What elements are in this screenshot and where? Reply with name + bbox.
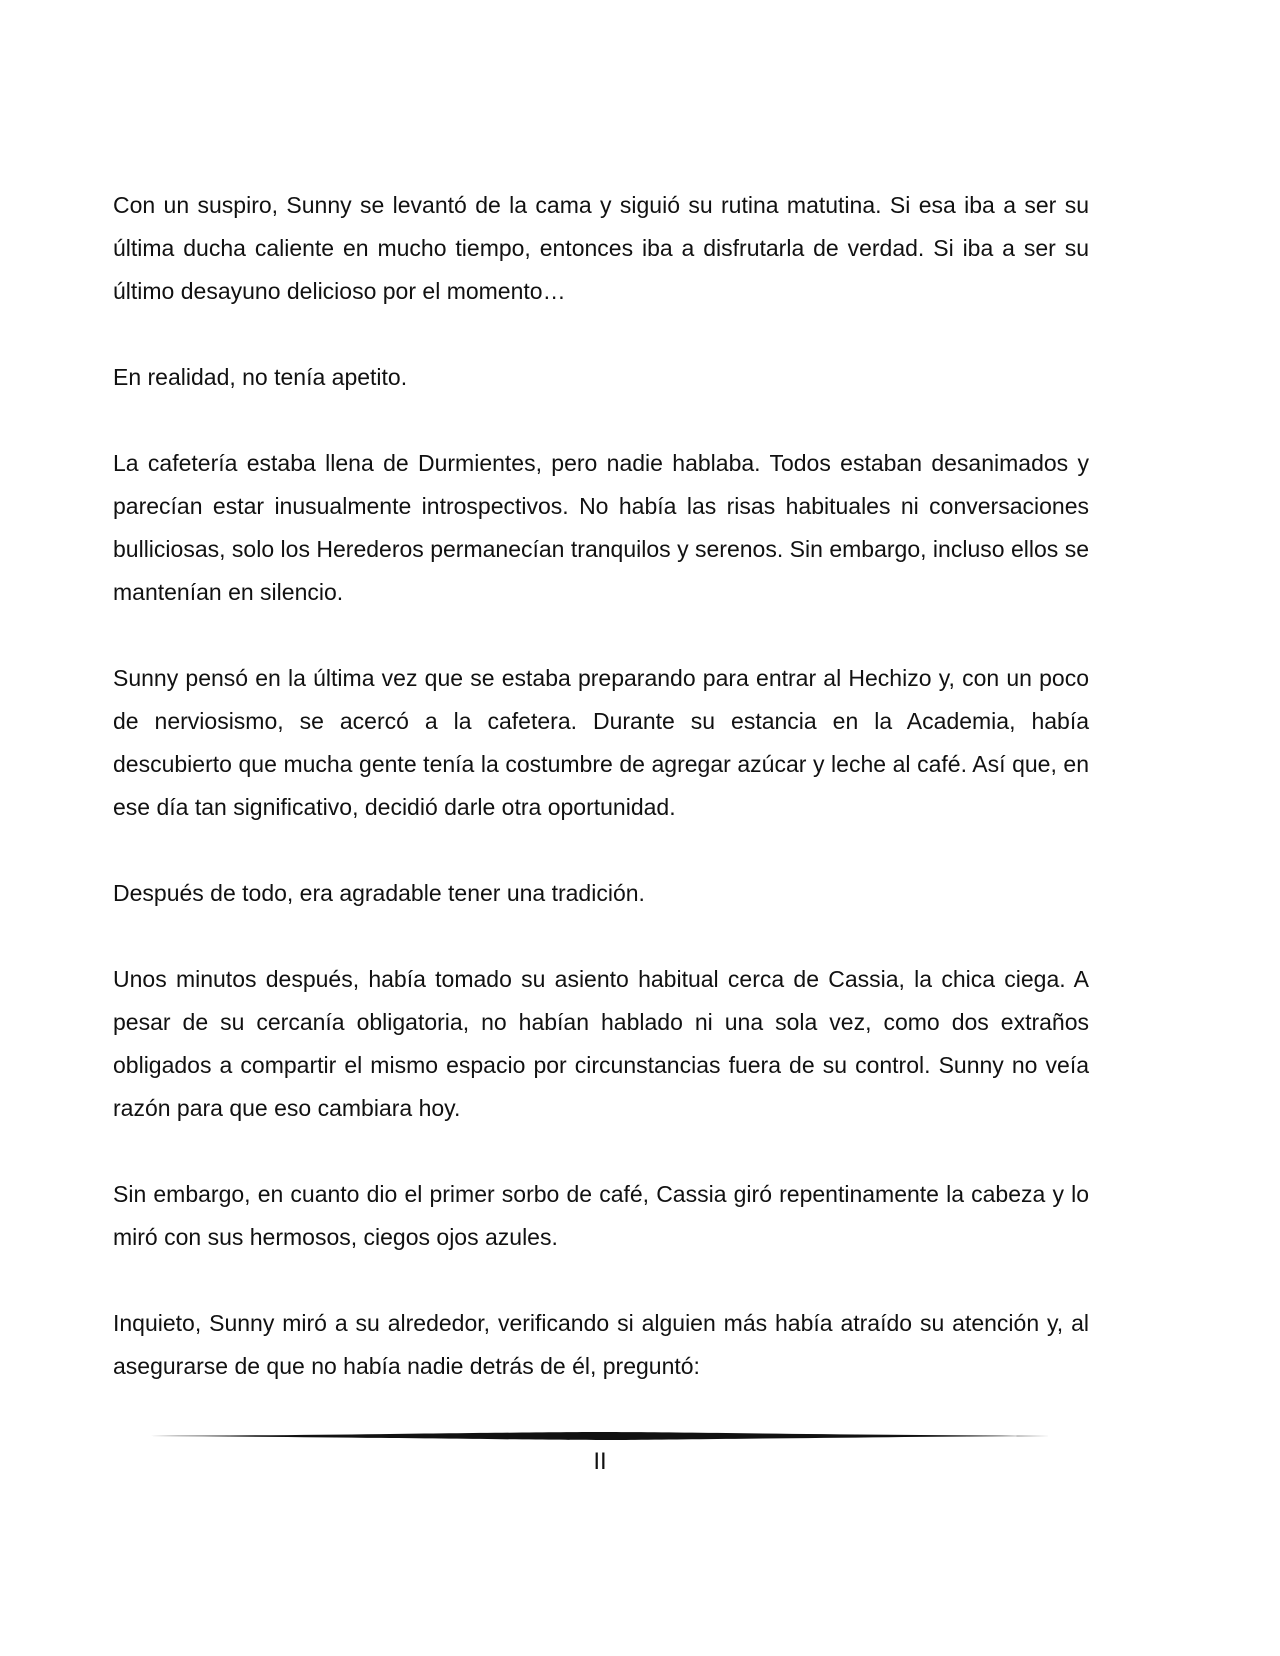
paragraph-8: Inquieto, Sunny miró a su alrededor, verificando si alguien más había atraído su atención y, al asegurarse de que no había nadie detrás de él, preguntó: bbox=[113, 1310, 1089, 1379]
paragraph-1: Con un suspiro, Sunny se levantó de la cama y siguió su rutina matutina. Si esa iba a ser su última ducha caliente en mucho tiempo, entonces iba a disfrutarla de verdad. Si iba a ser su último desayuno delicioso por el momento… bbox=[113, 192, 1089, 304]
paragraph-5: Después de todo, era agradable tener una tradición. bbox=[113, 880, 645, 906]
paragraph-6: Unos minutos después, había tomado su asiento habitual cerca de Cassia, la chica ciega. A pesar de su cercanía obligatoria, no habían hablado ni una sola vez, como dos extraños obligados a compartir el mismo espacio por circunstancias fuera de su control. Sunny no veía razón para que eso cambiara hoy. bbox=[113, 966, 1089, 1121]
paragraph-7: Sin embargo, en cuanto dio el primer sorbo de café, Cassia giró repentinamente la cabeza y lo miró con sus hermosos, ciegos ojos azules. bbox=[113, 1181, 1089, 1250]
paragraph-2: En realidad, no tenía apetito. bbox=[113, 364, 408, 390]
paragraph-3: La cafetería estaba llena de Durmientes, pero nadie hablaba. Todos estaban desanimados y parecían estar inusualmente introspectivos. No había las risas habituales ni conversaciones bulliciosas, solo los Herederos permanecían tranquilos y serenos. Sin embargo, incluso ellos se mantenían en silencio. bbox=[113, 450, 1089, 605]
text-body bbox=[113, 184, 1089, 1431]
ornamental-divider bbox=[150, 1431, 1050, 1441]
page-number: II bbox=[593, 1448, 607, 1475]
paragraph-4: Sunny pensó en la última vez que se estaba preparando para entrar al Hechizo y, con un poco de nerviosismo, se acercó a la cafetera. Durante su estancia en la Academia, había descubierto que mucha gente tenía la costumbre de agregar azúcar y leche al café. Así que, en ese día tan significativo, decidió darle otra oportunidad. bbox=[113, 665, 1089, 820]
